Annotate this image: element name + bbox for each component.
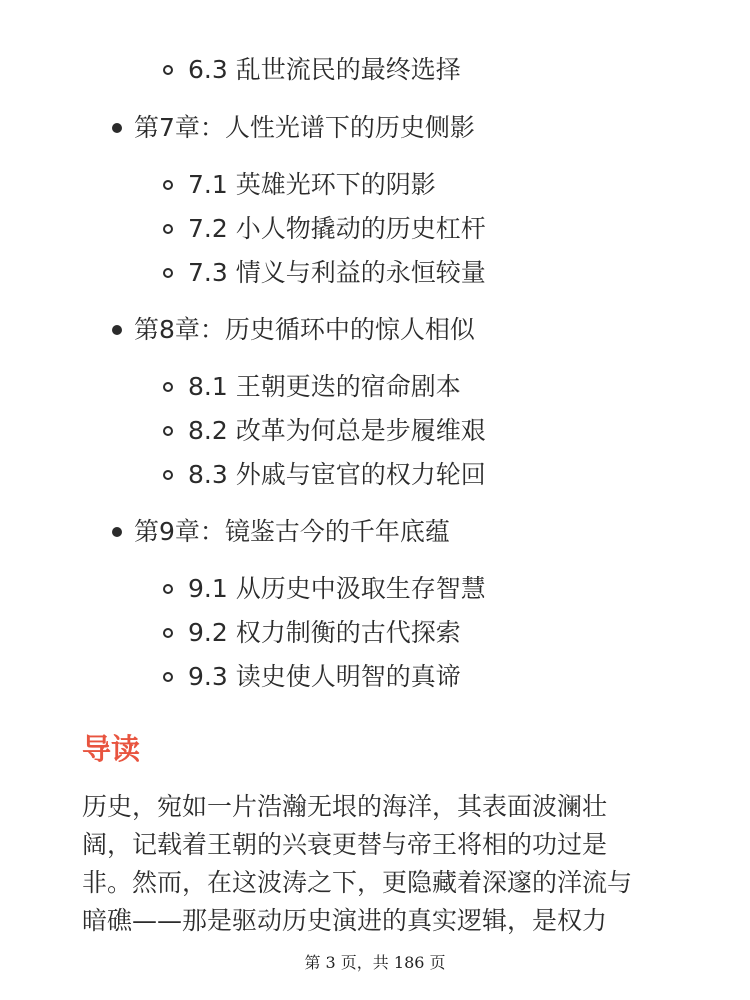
toc-subitem: 8.2 改革为何总是步履维艰 — [188, 416, 486, 445]
chapter-bullet-icon — [112, 123, 122, 133]
toc-subitem: 9.1 从历史中汲取生存智慧 — [188, 574, 486, 603]
toc-subitem: 8.3 外戚与宦官的权力轮回 — [188, 460, 486, 489]
chapter-bullet-icon — [112, 325, 122, 335]
sub-bullet-icon — [163, 470, 173, 480]
body-line: 暗礁——那是驱动历史演进的真实逻辑，是权力 — [82, 906, 608, 935]
sub-bullet-icon — [163, 65, 173, 75]
sub-bullet-icon — [163, 426, 173, 436]
toc-chapter: 第9章：镜鉴古今的千年底蕴 — [134, 517, 450, 546]
page-footer: 第 3 页，共 186 页 — [304, 953, 446, 972]
sub-bullet-icon — [163, 584, 173, 594]
body-line: 非。然而，在这波涛之下，更隐藏着深邃的洋流与 — [82, 868, 633, 897]
toc-subitem: 6.3 乱世流民的最终选择 — [188, 55, 461, 84]
section-heading: 导读 — [82, 732, 141, 766]
toc-subitem: 9.2 权力制衡的古代探索 — [188, 618, 461, 647]
sub-bullet-icon — [163, 224, 173, 234]
toc-subitem: 8.1 王朝更迭的宿命剧本 — [188, 372, 461, 401]
sub-bullet-icon — [163, 382, 173, 392]
toc-subitem: 7.2 小人物撬动的历史杠杆 — [188, 214, 486, 243]
toc-subitem: 7.1 英雄光环下的阴影 — [188, 170, 436, 199]
body-line: 阔，记载着王朝的兴衰更替与帝王将相的功过是 — [82, 830, 608, 859]
sub-bullet-icon — [163, 628, 173, 638]
sub-bullet-icon — [163, 672, 173, 682]
toc-subitem: 9.3 读史使人明智的真谛 — [188, 662, 461, 691]
toc-subitem: 7.3 情义与利益的永恒较量 — [188, 258, 486, 287]
sub-bullet-icon — [163, 268, 173, 278]
body-line: 历史，宛如一片浩瀚无垠的海洋，其表面波澜壮 — [82, 792, 608, 821]
toc-chapter: 第7章：人性光谱下的历史侧影 — [134, 113, 475, 142]
section-body — [82, 788, 682, 940]
toc-chapter: 第8章：历史循环中的惊人相似 — [134, 315, 475, 344]
chapter-bullet-icon — [112, 527, 122, 537]
sub-bullet-icon — [163, 180, 173, 190]
